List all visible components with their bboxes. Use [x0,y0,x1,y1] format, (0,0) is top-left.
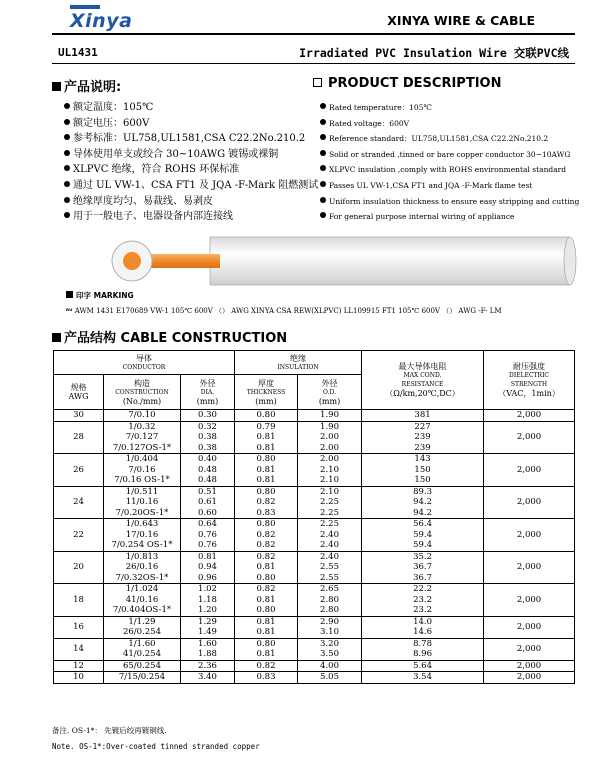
thickness-cell: 0.80 [235,605,298,616]
dia-cell: 1.88 [181,649,235,660]
dia-cell: 0.32 [181,421,235,432]
od-cell: 3.50 [298,649,362,660]
dia-cell: 0.94 [181,562,235,573]
resistance-cell: 94.2 [362,497,484,508]
dielectric-cell: 2,000 [484,638,575,660]
awg-cell: 20 [54,551,104,584]
construction-cell: 11/0.16 [104,497,181,508]
dia-cell: 0.48 [181,465,235,476]
list-item: Uniform insulation thickness to ensure easy stripping and cutting [320,194,579,210]
marking-title: 印字 MARKING [76,291,134,300]
table-body [54,410,575,684]
dia-cell: 1.29 [181,616,235,627]
resistance-cell: 381 [362,410,484,422]
resistance-cell: 150 [362,465,484,476]
resistance-cell: 22.2 [362,584,484,595]
construction-cell: 1/0.32 [104,421,181,432]
awg-cell: 14 [54,638,104,660]
dia-cell: 0.76 [181,530,235,541]
dia-cell: 0.38 [181,443,235,454]
list-item: 参考标准：UL758,UL1581,CSA C22.2No.210.2 [64,131,318,147]
thickness-cell: 0.81 [235,595,298,606]
od-cell: 2.10 [298,486,362,497]
od-cell: 4.00 [298,660,362,672]
bullet-icon [64,181,70,187]
bullet-icon [320,150,326,156]
conductor-core [123,252,141,270]
construction-cell: 65/0.254 [104,660,181,672]
table-row [54,410,575,422]
thickness-cell: 0.81 [235,443,298,454]
list-item: Reference standard：UL758,UL1581,CSA C22.2No.210.2 [320,131,579,147]
construction-cell: 26/0.254 [104,627,181,638]
od-cell: 2.80 [298,605,362,616]
od-cell: 3.20 [298,638,362,649]
description-cn-heading [52,76,121,95]
description-en-list [320,100,579,225]
square-bullet-icon [52,82,61,91]
insulation-header: 绝缘 INSULATION [235,351,362,375]
awg-cell: 30 [54,410,104,422]
table-row [54,421,575,432]
construction-cell: 1/1.29 [104,616,181,627]
product-name: Irradiated PVC Insulation Wire 交联PVC线 [299,46,569,60]
marking-heading [66,290,134,301]
thickness-cell: 0.81 [235,562,298,573]
logo-bar [70,5,100,9]
construction-cell: 7/15/0.254 [104,672,181,684]
thickness-cell: 0.81 [235,627,298,638]
resistance-cell: 227 [362,421,484,432]
resistance-cell: 5.64 [362,660,484,672]
resistance-header: 最大导体电阻 MAX COND. RESISTANCE （Ω/km,20℃,DC） [362,351,484,410]
resistance-cell: 23.2 [362,605,484,616]
dielectric-cell: 2,000 [484,519,575,552]
dielectric-cell: 2,000 [484,410,575,422]
od-cell: 1.90 [298,410,362,422]
thickness-cell: 0.82 [235,497,298,508]
construction-header: 构造 CONSTRUCTION (No./mm) [104,375,181,410]
awg-cell: 16 [54,616,104,638]
table-row [54,454,575,465]
table-row [54,486,575,497]
description-en-title: PRODUCT DESCRIPTION [328,76,502,91]
od-cell: 2.80 [298,595,362,606]
resistance-cell: 36.7 [362,573,484,584]
construction-cell: 7/0.254 OS-1* [104,540,181,551]
thickness-cell: 0.80 [235,519,298,530]
dia-cell: 0.61 [181,497,235,508]
list-item: XLPVC 绝缘，符合 ROHS 环保标准 [64,162,318,178]
thickness-cell: 0.81 [235,616,298,627]
thickness-cell: 0.82 [235,540,298,551]
resistance-cell: 36.7 [362,562,484,573]
od-cell: 1.90 [298,421,362,432]
awg-cell: 10 [54,672,104,684]
resistance-cell: 59.4 [362,530,484,541]
subheader-divider [52,63,575,64]
thickness-cell: 0.79 [235,421,298,432]
od-cell: 3.10 [298,627,362,638]
bullet-icon [64,165,70,171]
od-header: 外径 O.D. (mm) [298,375,362,410]
od-cell: 2.40 [298,530,362,541]
table-row [54,672,575,684]
thickness-cell: 0.82 [235,660,298,672]
construction-cell: 1/1.60 [104,638,181,649]
resistance-cell: 8.96 [362,649,484,660]
construction-cell: 7/0.16 [104,465,181,476]
construction-cell: 1/0.643 [104,519,181,530]
list-item: 导体使用单支或绞合 30~10AWG 镀锡或裸铜 [64,147,318,163]
dia-cell: 2.36 [181,660,235,672]
awg-cell: 28 [54,421,104,454]
construction-cell: 7/0.20OS-1* [104,508,181,519]
dia-cell: 1.18 [181,595,235,606]
square-outline-icon [313,78,322,87]
table-row [54,660,575,672]
list-item: Rated voltage：600V [320,116,579,132]
construction-cell: 7/0.404OS-1* [104,605,181,616]
dia-cell: 1.60 [181,638,235,649]
header-divider [52,33,575,35]
logo-text: Xinya [70,10,133,32]
cable-construction-title: 产品结构 CABLE CONSTRUCTION [64,331,288,346]
bullet-icon [64,212,70,218]
awg-header: 规格 AWG [54,375,104,410]
resistance-cell: 143 [362,454,484,465]
bullet-icon [64,119,70,125]
od-cell: 2.90 [298,616,362,627]
dielectric-cell: 2,000 [484,486,575,519]
awg-cell: 18 [54,584,104,617]
construction-cell: 1/0.404 [104,454,181,465]
construction-cell: 1/1.024 [104,584,181,595]
bullet-icon [64,197,70,203]
thickness-cell: 0.83 [235,672,298,684]
dielectric-cell: 2,000 [484,551,575,584]
od-cell: 2.40 [298,551,362,562]
construction-cell: 1/0.511 [104,486,181,497]
resistance-cell: 3.54 [362,672,484,684]
od-cell: 2.00 [298,432,362,443]
resistance-cell: 23.2 [362,595,484,606]
description-cn-list [64,100,318,225]
thickness-cell: 0.82 [235,584,298,595]
od-cell: 2.10 [298,465,362,476]
awg-cell: 24 [54,486,104,519]
dia-cell: 3.40 [181,672,235,684]
dielectric-cell: 2,000 [484,454,575,487]
list-item: Solid or stranded ,tinned or bare copper conductor 30~10AWG [320,147,579,163]
dia-cell: 1.02 [181,584,235,595]
description-en-heading [313,76,501,91]
od-cell: 2.55 [298,562,362,573]
cable-construction-table [53,350,575,684]
dielectric-cell: 2,000 [484,672,575,684]
company-logo [70,10,132,32]
thickness-cell: 0.82 [235,530,298,541]
construction-cell: 26/0.16 [104,562,181,573]
thickness-cell: 0.80 [235,638,298,649]
construction-cell: 7/0.127 [104,432,181,443]
wire-jacket [210,237,570,285]
resistance-cell: 239 [362,443,484,454]
thickness-header: 厚度 THICKNESS (mm) [235,375,298,410]
wire-illustration [110,234,580,288]
construction-cell: 41/0.254 [104,649,181,660]
dielectric-cell: 2,000 [484,584,575,617]
od-cell: 2.25 [298,519,362,530]
resistance-cell: 35.2 [362,551,484,562]
od-cell: 2.25 [298,497,362,508]
dielectric-cell: 2,000 [484,421,575,454]
thickness-cell: 0.80 [235,486,298,497]
construction-cell: 7/0.10 [104,410,181,422]
construction-cell: 7/0.16 OS-1* [104,475,181,486]
thickness-cell: 0.81 [235,649,298,660]
thickness-cell: 0.81 [235,465,298,476]
cable-construction-heading [52,327,287,346]
resistance-cell: 94.2 [362,508,484,519]
square-bullet-icon [66,291,73,298]
marking-text: ᴿᵁ AWM 1431 E170689 VW-1 105℃ 600V （） AWG XINYA CSA REW(XLPVC) LL109915 FT1 105℃ 600V （） AWG -F- LM [66,307,502,315]
awg-cell: 12 [54,660,104,672]
dia-cell: 0.96 [181,573,235,584]
list-item: 额定温度：105℃ [64,100,318,116]
dielectric-header: 耐压强度 DIELECTRIC STRENGTH （VAC，1min） [484,351,575,410]
resistance-cell: 59.4 [362,540,484,551]
thickness-cell: 0.82 [235,551,298,562]
conductor-header: 导体 CONDUCTOR [54,351,235,375]
dia-cell: 0.81 [181,551,235,562]
note-en: Note. OS-1*:Over-coated tinned stranded copper [52,742,260,751]
thickness-cell: 0.80 [235,573,298,584]
resistance-cell: 8.78 [362,638,484,649]
table-row [54,616,575,627]
construction-cell: 17/0.16 [104,530,181,541]
dia-header: 外径 DIA. (mm) [181,375,235,410]
model-number: UL1431 [58,46,98,59]
od-cell: 5.05 [298,672,362,684]
od-cell: 2.10 [298,475,362,486]
thickness-cell: 0.80 [235,454,298,465]
bullet-icon [320,165,326,171]
list-item: 通过 UL VW-1、CSA FT1 及 JQA -F-Mark 阻燃测试 [64,178,318,194]
table-row [54,584,575,595]
ul-mark-icon: ᴿᵁ [66,307,73,315]
dia-cell: 0.60 [181,508,235,519]
dia-cell: 0.38 [181,432,235,443]
company-name: XINYA WIRE & CABLE [387,13,535,28]
bullet-icon [64,103,70,109]
awg-cell: 22 [54,519,104,552]
table-row [54,519,575,530]
thickness-cell: 0.81 [235,432,298,443]
resistance-cell: 239 [362,432,484,443]
od-cell: 2.00 [298,454,362,465]
description-cn-title: 产品说明: [64,80,122,95]
list-item: Rated temperature：105℃ [320,100,579,116]
note-cn: 备注. OS-1*： 先镀后绞再镀铜线. [52,726,167,735]
thickness-cell: 0.83 [235,508,298,519]
list-item: 绝缘厚度均匀、易裁线、易剥皮 [64,194,318,210]
od-cell: 2.65 [298,584,362,595]
od-cell: 2.00 [298,443,362,454]
table-row [54,551,575,562]
construction-cell: 7/0.32OS-1* [104,573,181,584]
resistance-cell: 150 [362,475,484,486]
od-cell: 2.40 [298,540,362,551]
construction-cell: 1/0.813 [104,551,181,562]
table-row [54,638,575,649]
construction-cell: 7/0.127OS-1* [104,443,181,454]
bullet-icon [320,103,326,109]
thickness-cell: 0.80 [235,410,298,422]
wire-end [564,237,576,285]
resistance-cell: 89.3 [362,486,484,497]
bullet-icon [320,119,326,125]
square-bullet-icon [52,333,61,342]
dielectric-cell: 2,000 [484,616,575,638]
od-cell: 2.25 [298,508,362,519]
dia-cell: 0.76 [181,540,235,551]
dielectric-cell: 2,000 [484,660,575,672]
resistance-cell: 14.6 [362,627,484,638]
dia-cell: 0.30 [181,410,235,422]
list-item: Passes UL VW-1,CSA FT1 and JQA -F-Mark flame test [320,178,579,194]
od-cell: 2.55 [298,573,362,584]
bullet-icon [320,197,326,203]
list-item: For general purpose internal wiring of appliance [320,209,579,225]
dia-cell: 0.51 [181,486,235,497]
bullet-icon [320,212,326,218]
resistance-cell: 56.4 [362,519,484,530]
list-item: XLPVC insulation ,comply with ROHS environmental standard [320,162,579,178]
resistance-cell: 14.0 [362,616,484,627]
list-item: 用于一般电子、电器设备内部连接线 [64,209,318,225]
list-item: 额定电压：600V [64,116,318,132]
construction-cell: 41/0.16 [104,595,181,606]
thickness-cell: 0.81 [235,475,298,486]
bullet-icon [64,134,70,140]
dia-cell: 0.48 [181,475,235,486]
dia-cell: 0.40 [181,454,235,465]
bullet-icon [64,150,70,156]
dia-cell: 0.64 [181,519,235,530]
bullet-icon [320,134,326,140]
dia-cell: 1.49 [181,627,235,638]
dia-cell: 1.20 [181,605,235,616]
bullet-icon [320,181,326,187]
awg-cell: 26 [54,454,104,487]
